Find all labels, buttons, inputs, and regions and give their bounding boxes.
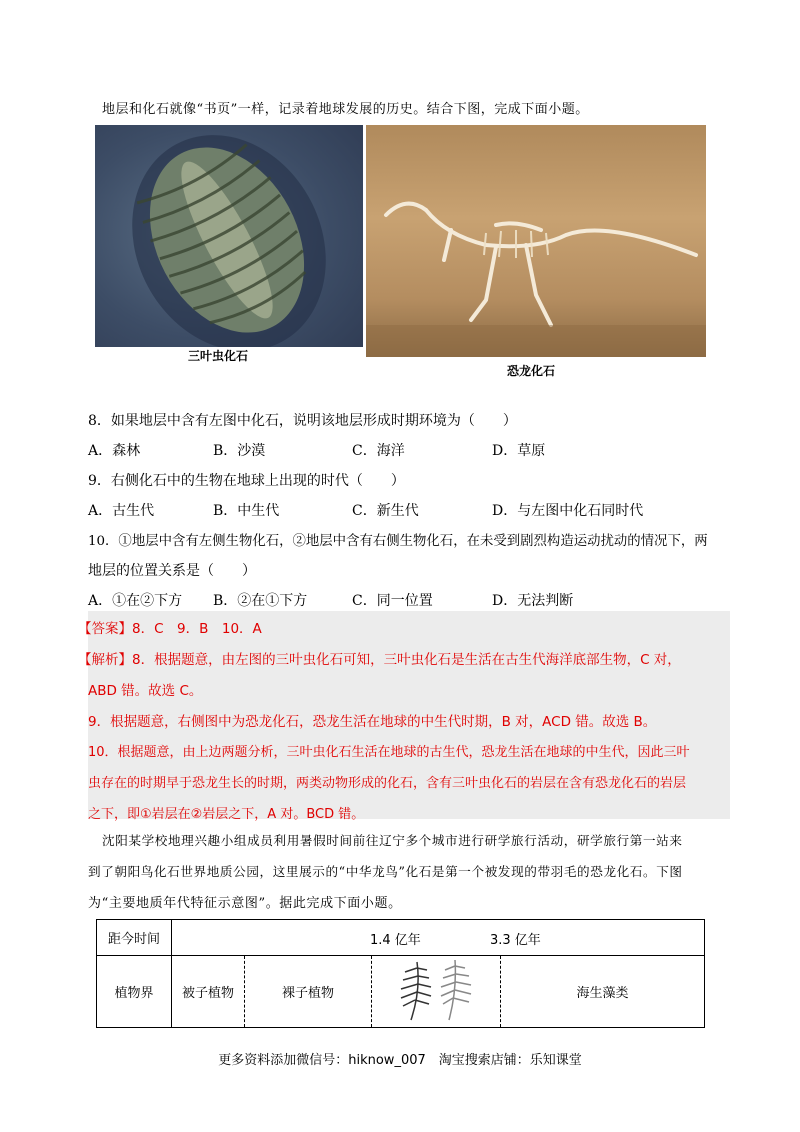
question-10-stem-line1: 10．①地层中含有左侧生物化石，②地层中含有右侧生物化石，在未受到剧烈构造运动扰动的情况下，两 (88, 534, 708, 549)
footer-text: 更多资料添加微信号：hiknow_007 淘宝搜索店铺：乐知课堂 (218, 1053, 582, 1068)
time-row-label: 距今时间 (97, 920, 172, 956)
q9-option-d: D．与左图中化石同时代 (492, 503, 644, 519)
q8-option-b: B．沙漠 (213, 443, 266, 459)
answer-tag: 【答案】 (78, 621, 132, 637)
q9-option-a: A．古生代 (88, 503, 155, 519)
analysis-tag: 【解析】 (78, 652, 132, 668)
question-8-stem: 8．如果地层中含有左图中化石，说明该地层形成时期环境为（ ） (88, 413, 517, 429)
time-mark-1: 1.4 亿年 (370, 933, 421, 948)
q9-option-b: B．中生代 (213, 503, 280, 519)
geologic-era-table (96, 919, 705, 1028)
q8-option-c: C．海洋 (352, 443, 405, 459)
q8-option-a: A．森林 (88, 443, 141, 459)
question-10-stem-line2: 地层的位置关系是（ ） (88, 563, 256, 579)
passage-line3: 为“主要地质年代特征示意图”。据此完成下面小题。 (88, 896, 402, 911)
analysis-8-text: 8．根据题意，由左图的三叶虫化石可知，三叶虫化石是生活在古生代海洋底部生物，C 对， (132, 652, 681, 668)
q10-option-a: A．①在②下方 (88, 593, 183, 609)
q10-option-b: B．②在①下方 (213, 593, 308, 609)
cell-angiosperm: 被子植物 (172, 956, 245, 1028)
intro-text: 地层和化石就像“书页”一样，记录着地球发展的历史。结合下图，完成下面小题。 (102, 102, 589, 117)
analysis-8-line2: ABD 错。故选 C。 (88, 683, 203, 699)
analysis-10-line1: 10．根据题意，由上边两题分析，三叶虫化石生活在地球的古生代，恐龙生活在地球的中生代，因此三叶 (88, 745, 690, 760)
passage-line2: 到了朝阳鸟化石世界地质公园，这里展示的“中华龙鸟”化石是第一个被发现的带羽毛的恐龙化石。下图 (88, 864, 683, 879)
q8-option-d: D．草原 (492, 443, 546, 459)
cell-marine-algae: 海生藻类 (501, 956, 705, 1028)
q9-option-c: C．新生代 (352, 503, 419, 519)
time-mark-2: 3.3 亿年 (490, 933, 541, 948)
question-9-stem: 9．右侧化石中的生物在地球上出现的时代（ ） (88, 473, 405, 489)
q10-option-d: D．无法判断 (492, 593, 574, 609)
trilobite-fossil-image (95, 125, 363, 365)
trilobite-caption: 三叶虫化石 (188, 349, 249, 363)
cell-fern-image (372, 956, 501, 1028)
answer-text: 8．C 9．B 10．A (132, 621, 262, 637)
analysis-10-line3: 之下，即①岩层在②岩层之下，A 对。BCD 错。 (88, 807, 365, 822)
dinosaur-fossil-image (366, 125, 706, 357)
analysis-10-line2: 虫存在的时期早于恐龙生长的时期，两类动物形成的化石，含有三叶虫化石的岩层在含有恐龙化石的岩层 (88, 776, 687, 791)
passage-line1: 沈阳某学校地理兴趣小组成员利用暑假时间前往辽宁多个城市进行研学旅行活动，研学旅行第一站来 (102, 833, 683, 848)
analysis-9: 9．根据题意，右侧图中为恐龙化石，恐龙生活在地球的中生代时期，B 对，ACD 错。故选 B。 (88, 714, 657, 730)
q10-option-c: C．同一位置 (352, 593, 433, 609)
plant-row-label: 植物界 (97, 956, 172, 1028)
answer-line (78, 617, 262, 637)
time-header-cell (172, 920, 705, 956)
analysis-8-line1 (78, 648, 681, 668)
fern-icon (391, 958, 481, 1022)
cell-gymnosperm: 裸子植物 (245, 956, 372, 1028)
dinosaur-caption: 恐龙化石 (507, 364, 556, 378)
